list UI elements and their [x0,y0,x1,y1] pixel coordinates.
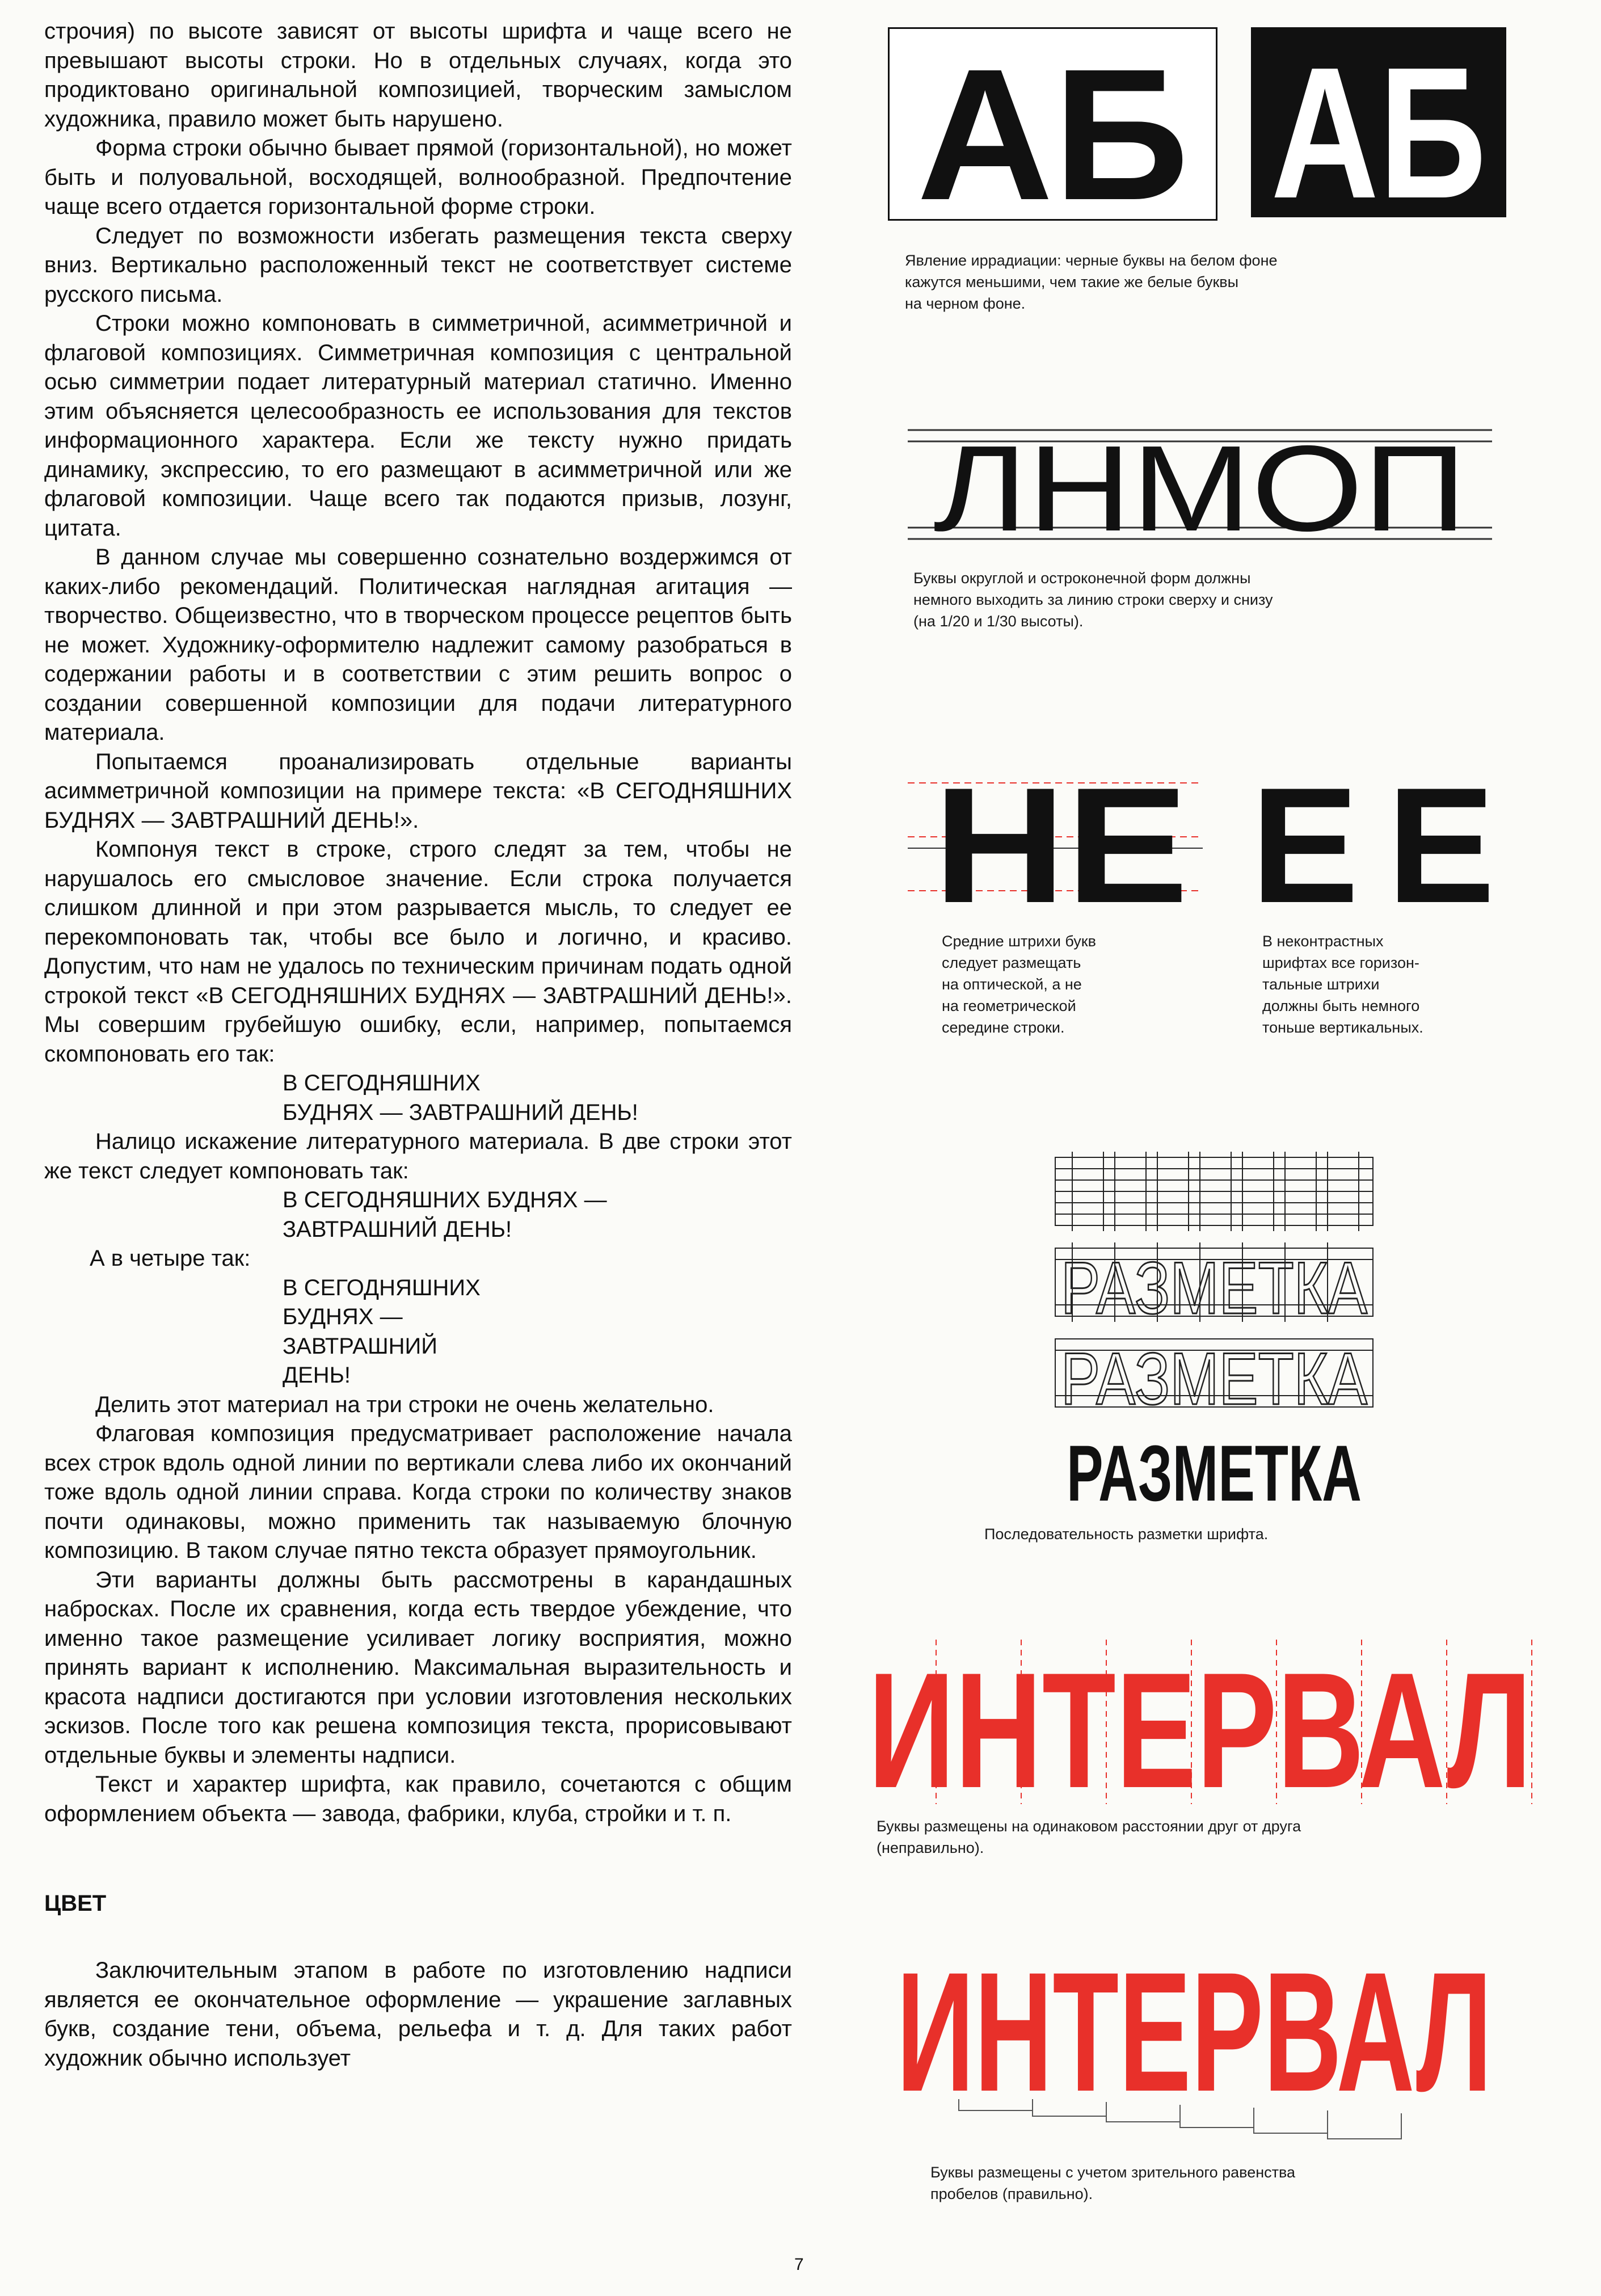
round-letters-figure [908,414,1492,567]
black-letters-graphic [890,29,1216,239]
caption-line: (неправильно). [877,1839,984,1856]
caption-line: немного выходить за линию строки сверху и снизу [913,591,1273,608]
example-line: В СЕГОДНЯШНИХ БУДНЯХ — [283,1187,607,1212]
caption-line: Явление иррадиации: черные буквы на белом фоне [905,252,1278,269]
section-heading: ЦВЕТ [44,1891,107,1916]
caption-line: должны быть немного [1262,997,1420,1014]
caption-line: Последовательность разметки шрифта. [984,1526,1269,1543]
middle-strokes-caption-right [1262,930,1423,1038]
middle-strokes-figure [908,753,1509,937]
letter-e-1: Е [1251,753,1359,937]
irradiation-caption [905,250,1278,314]
word-interval-wrong: ИНТЕРВАЛ [868,1638,1532,1822]
white-letters-graphic [1251,27,1506,237]
caption-line: шрифтах все горизон- [1262,954,1419,971]
example-four-lines [283,1274,792,1391]
caption-line: тальные штрихи [1262,976,1380,993]
caption-line: Буквы размещены на одинаковом расстоянии друг от друга [877,1818,1301,1835]
body-text-column [44,17,792,2073]
paragraph: Заключительным этапом в работе по изготовлению надписи является ее окончательное оформление — украшение заглавных букв, создание тени, объема, рельефа и т. д. Для таких работ художник обычно использует [44,1958,792,2071]
example-line: ЗАВТРАШНИЙ [283,1333,438,1359]
interval-right-caption [930,2162,1295,2205]
example-one-line-split [283,1069,792,1127]
round-letters-caption [913,567,1273,632]
paragraph: Эти варианты должны быть рассмотрены в карандашных набросках. После их сравнения, когда есть твердое убеждение, что именно такое размещение усиливает логику восприятия, можно принять вариант к исполнению. Максимальная выразительность и красота надписи достигаются при условии изготовления нескольких эскизов. После того как решена композиция текста, прорисовывают отдельные буквы и элементы надписи. [44,1567,792,1768]
word-ne: НЕ [933,753,1189,937]
page-number: 7 [794,2255,804,2274]
caption-line: Буквы размещены с учетом зрительного равенства [930,2164,1296,2181]
irradiation-figure-black-on-white [888,27,1217,239]
paragraph: В данном случае мы совершенно сознательно воздержимся от каких-либо рекомендаций. Политическая наглядная агитация — творчество. Общеизвестно, что в творческом процессе рецептов быть не может. Художнику-оформителю надлежит самому разобраться в содержании работы и в соответствии с этим решить вопрос о создании совершенной композиции для подачи литературного материала. [44,545,792,745]
markup-word-outline-2: РАЗМЕТКА [1061,1337,1368,1420]
paragraph: Делить этот материал на три строки не очень желательно. [95,1392,714,1417]
caption-line: на геометрической [942,997,1076,1014]
example-line: В СЕГОДНЯШНИХ [283,1275,481,1300]
example-line: ДЕНЬ! [283,1363,351,1388]
markup-word-outline-1: РАЗМЕТКА [1061,1246,1368,1329]
paragraph: А в четыре так: [90,1246,251,1271]
paragraph: строчия) по высоте зависят от высоты шрифта и чаще всего не превышают высоты строки. Но в отдельных случаях, когда это продиктовано оригинальной композицией, творческим замыслом художника, правило может быть нарушено. [44,19,792,132]
caption-line: кажутся меньшими, чем такие же белые буквы [905,273,1239,290]
caption-line: тоньше вертикальных. [1262,1019,1423,1036]
middle-strokes-caption-left [942,930,1096,1038]
caption-line: Средние штрихи букв [942,933,1096,950]
example-line: ЗАВТРАШНИЙ ДЕНЬ! [283,1216,512,1242]
caption-line: пробелов (правильно). [930,2185,1093,2202]
spacer [44,1916,792,1956]
markup-caption [984,1523,1268,1545]
paragraph: Текст и характер шрифта, как правило, сочетаются с общим оформлением объекта — завода, фабрики, клуба, стройки и т. п. [44,1772,792,1826]
paragraph: Налицо искажение литературного материала. В две строки этот же текст следует компоновать так: [44,1129,792,1183]
paragraph: Следует по возможности избегать размещения текста сверху вниз. Вертикально расположенный текст не соответствует системе русского письма. [44,223,792,307]
letter-e-2: Е [1387,753,1495,937]
example-line: В СЕГОДНЯШНИХ [283,1071,481,1096]
interval-wrong-figure [857,1638,1543,1822]
example-line: БУДНЯХ — ЗАВТРАШНИЙ ДЕНЬ! [283,1099,638,1125]
caption-line: В неконтрастных [1262,933,1384,950]
paragraph: Флаговая композиция предусматривает расположение начала всех строк вдоль одной линии по вертикали слева либо их окончаний тоже вдоль одной линии справа. Когда строки по количеству знаков почти одинаковы, можно применить так называемую блочную композицию. В таком случае пятно текста образует прямоугольник. [44,1421,792,1563]
word-lnmop: ЛНМОП [933,420,1467,557]
markup-figure [1050,1152,1379,1518]
caption-line: Буквы округлой и остроконечной форм должны [913,570,1251,587]
spacer [44,1829,792,1891]
letters-ab-white: АБ [1271,28,1486,237]
paragraph: Строки можно компоновать в симметричной, асимметричной и флаговой композициях. Симметричная композиция с центральной осью симметрии подает литературный материал статично. Именно этим объясняется целесообразность ее использования для текстов информационного характера. Если же тексту нужно придать динамику, экспрессию, то его размещают в асимметричной или же флаговой композиции. Чаще всего так подаются призыв, лозунг, цитата. [44,311,792,541]
paragraph: Компонуя текст в строке, строго следят за тем, чтобы не нарушалось его смысловое значение. Если строка получается слишком длинной и при этом разрывается мысль, то следует ее перекомпоновать так, чтобы все было и логично, и красиво. Допустим, что нам не удалось по техническим причинам подать одной строкой текст «В СЕГОДНЯШНИХ БУДНЯХ — ЗАВТРАШНИЙ ДЕНЬ!». Мы совершим грубейшую ошибку, если, например, попытаемся скомпоновать его так: [44,837,792,1067]
word-interval-right: ИНТЕРВАЛ [896,1936,1492,2127]
irradiation-figure-white-on-black [1251,27,1506,237]
markup-grid-stage-1 [1055,1152,1373,1231]
interval-wrong-caption [877,1815,1301,1859]
interval-right-figure [885,1936,1509,2150]
paragraph: Попытаемся проанализировать отдельные варианты асимметричной композиции на примере текста: «В СЕГОДНЯШНИХ БУДНЯХ — ЗАВТРАШНИЙ ДЕНЬ!». [44,749,792,833]
caption-line: следует размещать [942,954,1081,971]
caption-line: на черном фоне. [905,295,1026,312]
paragraph: Форма строки обычно бывает прямой (горизонтальной), но может быть и полуовальной, восходящей, волнообразной. Предпочтение чаще всего отдается горизонтальной форме строки. [44,136,792,219]
caption-line: на оптической, а не [942,976,1082,993]
markup-word-final: РАЗМЕТКА [1067,1429,1362,1518]
example-line: БУДНЯХ — [283,1304,403,1329]
letters-ab-black: АБ [917,30,1189,239]
caption-line: середине строки. [942,1019,1065,1036]
caption-line: (на 1/20 и 1/30 высоты). [913,613,1084,630]
